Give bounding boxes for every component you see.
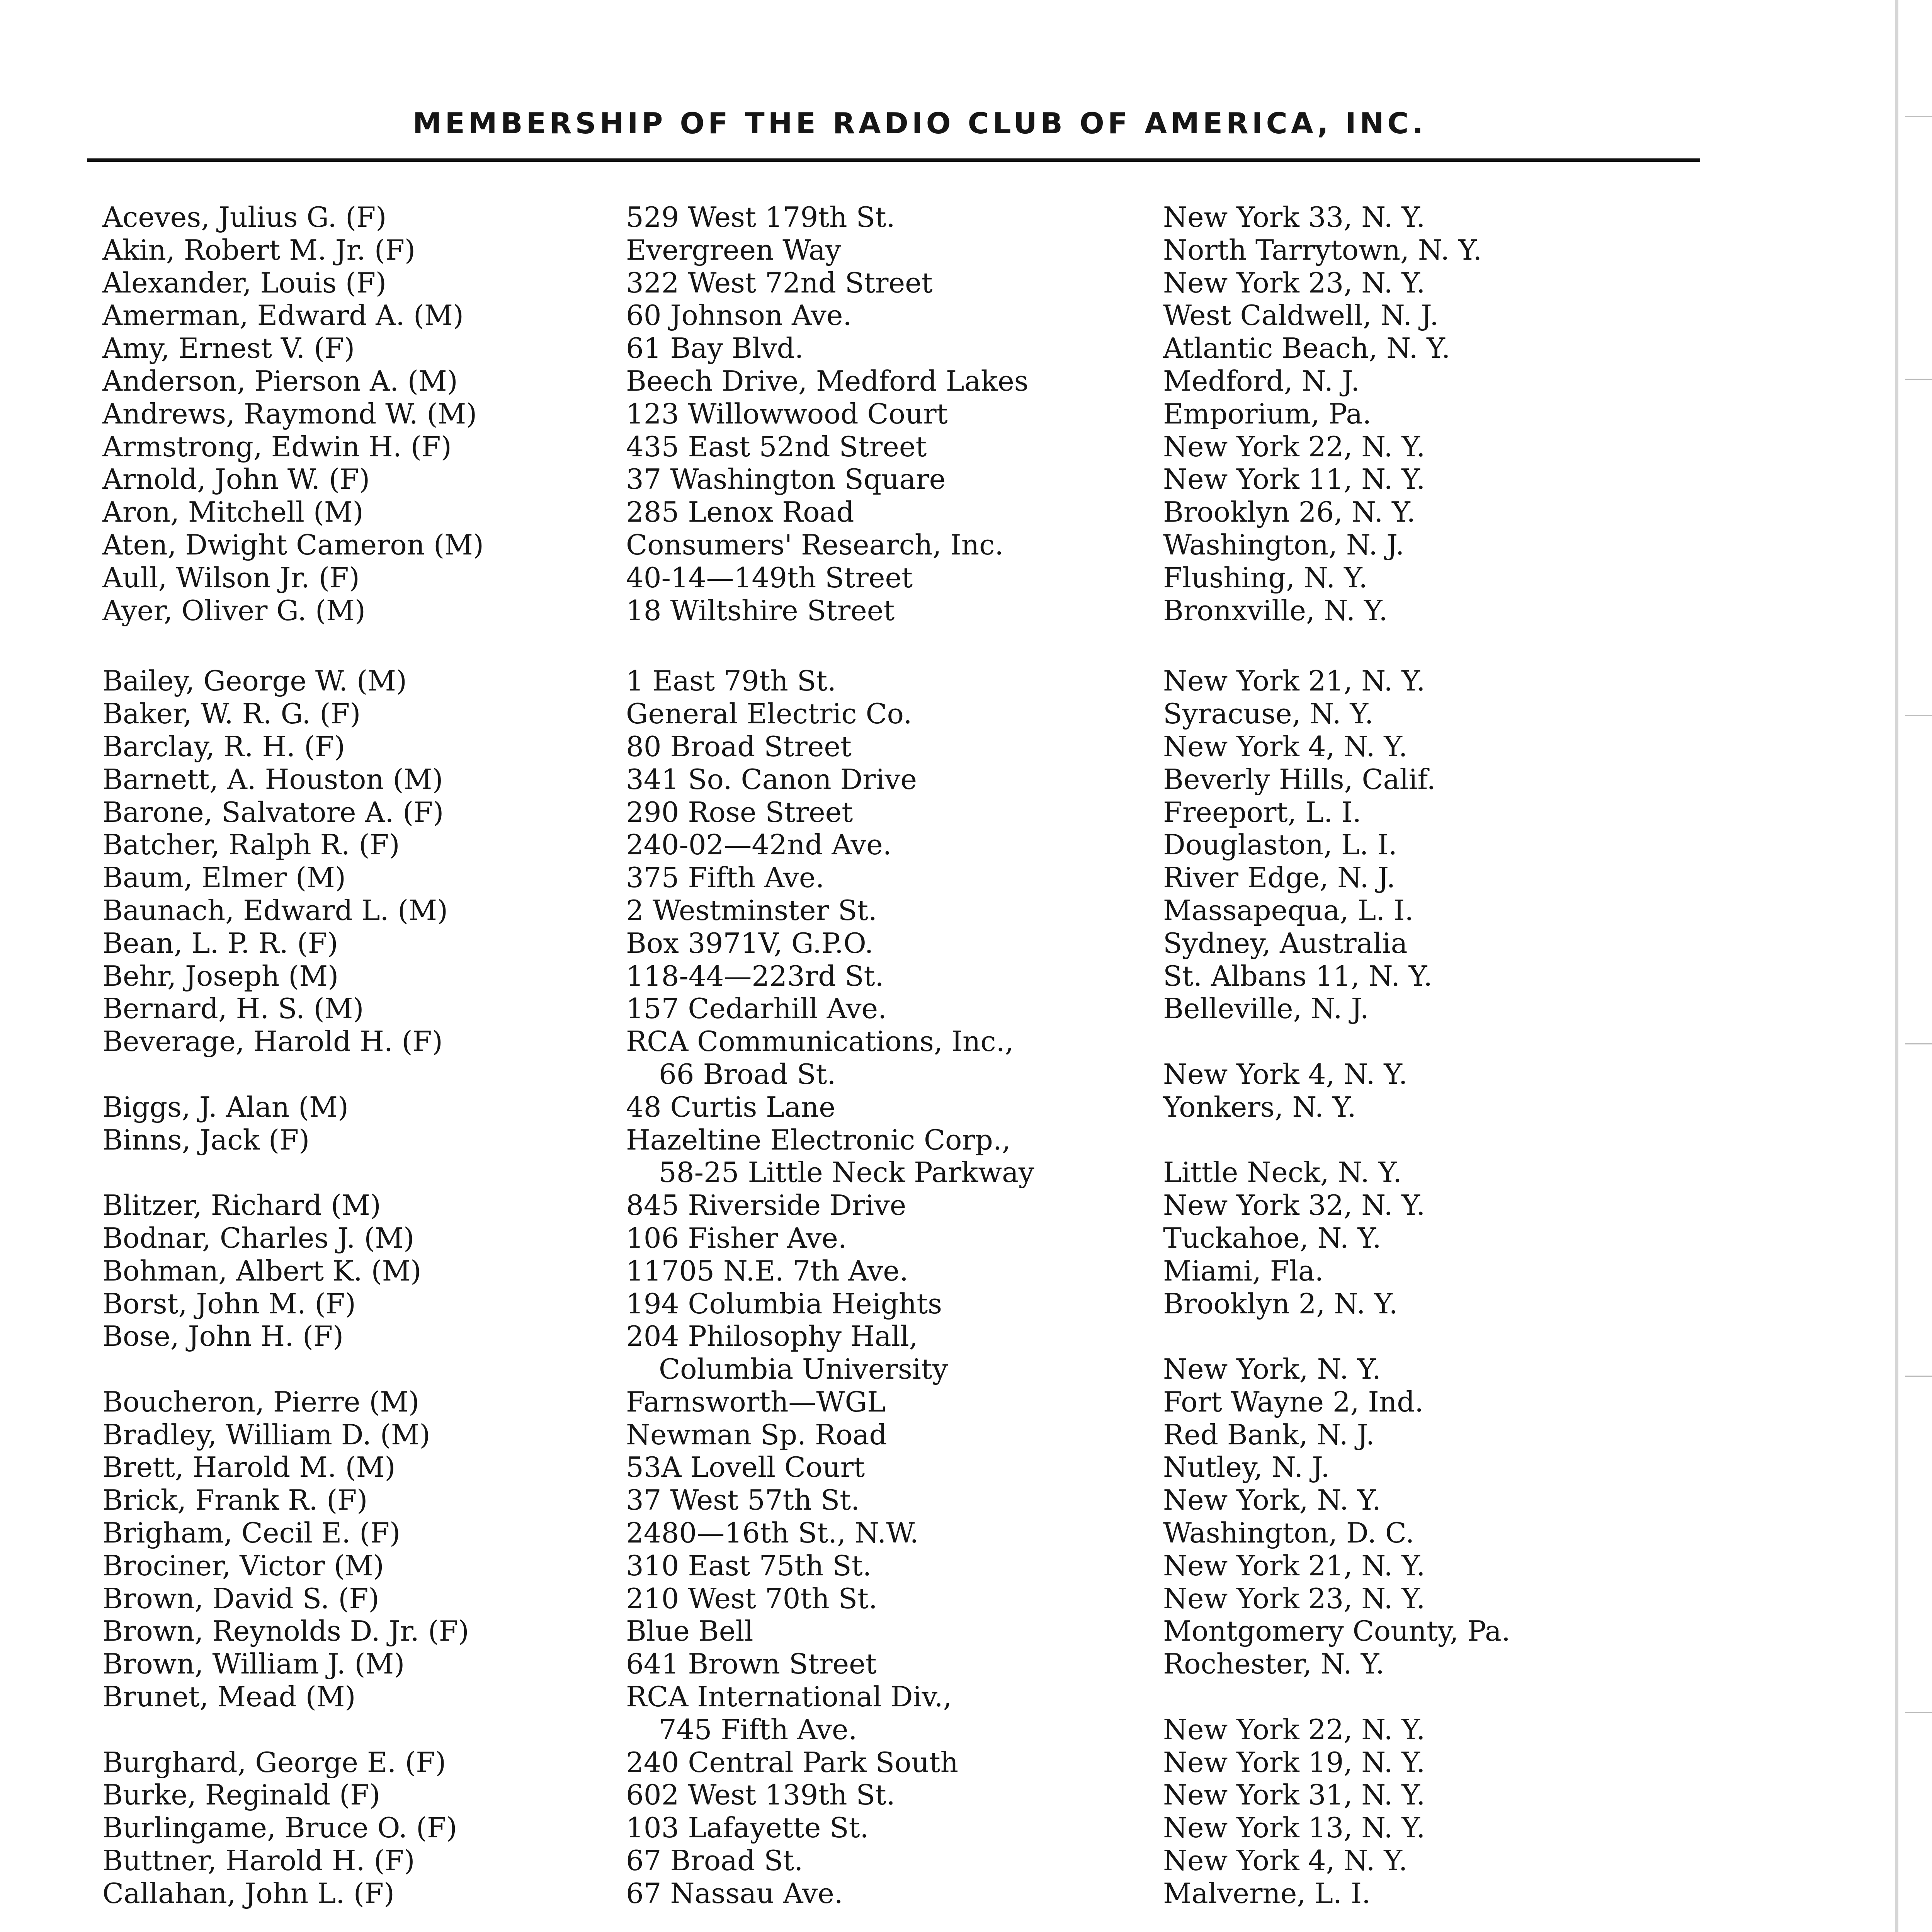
member-row [0,201,1932,234]
member-city: Atlantic Beach, N. Y. [1163,332,1451,365]
member-row [0,960,1932,993]
member-row [0,1582,1932,1615]
member-row [0,1091,1932,1124]
member-city: New York 22, N. Y. [1163,430,1425,463]
member-row [0,332,1932,365]
member-city: New York 32, N. Y. [1163,1189,1425,1222]
member-name: Batcher, Ralph R. (F) [102,828,400,861]
member-name: Biggs, J. Alan (M) [102,1090,349,1123]
member-name: Amy, Ernest V. (F) [102,332,355,365]
member-address: 67 Nassau Ave. [626,1877,843,1910]
member-city: Washington, D. C. [1163,1517,1415,1549]
member-row [0,1189,1932,1222]
member-name: Ayer, Oliver G. (M) [102,594,366,627]
header-rule [87,158,1700,162]
member-name: Alexander, Louis (F) [102,266,387,299]
member-row [0,561,1932,594]
member-row [0,1156,1932,1189]
member-address: 1 East 79th St. [626,665,836,697]
member-address: 58-25 Little Neck Parkway [659,1156,1034,1189]
member-row [0,1222,1932,1255]
member-address: Farnsworth—WGL [626,1385,886,1418]
member-row [0,861,1932,894]
member-name: Andrews, Raymond W. (M) [102,397,477,430]
member-name: Beverage, Harold H. (F) [102,1025,443,1058]
member-name: Binns, Jack (F) [102,1123,310,1156]
member-address: 210 West 70th St. [626,1582,878,1615]
member-name: Callahan, John L. (F) [102,1877,395,1910]
member-address: 157 Cedarhill Ave. [626,992,887,1025]
member-name: Aceves, Julius G. (F) [102,201,387,233]
member-name: Blitzer, Richard (M) [102,1189,381,1222]
member-address: 285 Lenox Road [626,496,854,529]
member-address: 37 West 57th St. [626,1484,860,1517]
member-row [0,398,1932,430]
member-row [0,927,1932,960]
member-address: 66 Broad St. [659,1058,836,1090]
member-city: Miami, Fla. [1163,1254,1324,1287]
member-row [0,1648,1932,1680]
member-address: 322 West 72nd Street [626,266,933,299]
member-address: 123 Willowwood Court [626,397,948,430]
member-city: Brooklyn 2, N. Y. [1163,1287,1398,1320]
member-city: West Caldwell, N. J. [1163,299,1439,332]
member-name: Bohman, Albert K. (M) [102,1254,422,1287]
member-city: New York 33, N. Y. [1163,201,1425,233]
member-name: Barclay, R. H. (F) [102,730,345,763]
member-city: Red Bank, N. J. [1163,1418,1375,1451]
member-address: Newman Sp. Road [626,1418,887,1451]
member-name: Bodnar, Charles J. (M) [102,1221,415,1254]
member-name: Aron, Mitchell (M) [102,496,364,529]
member-address: 60 Johnson Ave. [626,299,852,332]
member-name: Burlingame, Bruce O. (F) [102,1811,457,1844]
member-name: Brick, Frank R. (F) [102,1484,368,1517]
member-row [0,365,1932,398]
edge-mark [1905,116,1932,117]
member-city: New York 13, N. Y. [1163,1811,1425,1844]
member-row [0,1746,1932,1779]
member-name: Brown, Reynolds D. Jr. (F) [102,1615,469,1648]
member-row [0,299,1932,332]
member-address: 48 Curtis Lane [626,1090,835,1123]
member-address: 106 Fisher Ave. [626,1221,847,1254]
member-city: Fort Wayne 2, Ind. [1163,1385,1424,1418]
member-name: Brociner, Victor (M) [102,1549,384,1582]
member-city: North Tarrytown, N. Y. [1163,233,1482,266]
member-address: 61 Bay Blvd. [626,332,804,365]
member-name: Baker, W. R. G. (F) [102,697,361,730]
member-row [0,529,1932,561]
member-row [0,894,1932,927]
member-row [0,730,1932,763]
member-city: Montgomery County, Pa. [1163,1615,1510,1648]
member-name: Burghard, George E. (F) [102,1746,446,1779]
member-name: Amerman, Edward A. (M) [102,299,464,332]
member-city: Beverly Hills, Calif. [1163,763,1436,796]
member-row [0,1844,1932,1877]
member-address: Hazeltine Electronic Corp., [626,1123,1011,1156]
member-row [0,1287,1932,1320]
member-address: 2480—16th St., N.W. [626,1517,919,1549]
member-city: New York 23, N. Y. [1163,266,1425,299]
member-row [0,234,1932,267]
member-row [0,463,1932,496]
member-city: Brooklyn 26, N. Y. [1163,496,1416,529]
member-row [0,665,1932,697]
member-address: 641 Brown Street [626,1648,877,1680]
member-address: 80 Broad Street [626,730,852,763]
member-row [0,1320,1932,1353]
member-city: New York 4, N. Y. [1163,1844,1408,1877]
member-row [0,594,1932,627]
member-row [0,1386,1932,1418]
member-city: St. Albans 11, N. Y. [1163,959,1432,992]
member-address: 602 West 139th St. [626,1779,895,1811]
member-name: Aull, Wilson Jr. (F) [102,561,360,594]
member-name: Brunet, Mead (M) [102,1680,356,1713]
member-name: Barnett, A. Houston (M) [102,763,443,796]
member-address: 194 Columbia Heights [626,1287,942,1320]
member-address: 310 East 75th St. [626,1549,872,1582]
member-row [0,828,1932,861]
member-name: Boucheron, Pierre (M) [102,1385,420,1418]
member-address: 529 West 179th St. [626,201,895,233]
member-name: Armstrong, Edwin H. (F) [102,430,452,463]
member-row [0,796,1932,829]
member-row [0,1124,1932,1156]
member-name: Aten, Dwight Cameron (M) [102,528,484,561]
membership-list [0,201,1932,1932]
member-city: New York 21, N. Y. [1163,665,1425,697]
member-city: New York 31, N. Y. [1163,1779,1425,1811]
member-address: RCA Communications, Inc., [626,1025,1014,1058]
member-row [0,267,1932,299]
member-row [0,1517,1932,1549]
member-row [0,1680,1932,1713]
member-city: Medford, N. J. [1163,364,1360,397]
member-address: 290 Rose Street [626,796,853,828]
member-city: New York 22, N. Y. [1163,1713,1425,1746]
member-name: Baum, Elmer (M) [102,861,346,894]
member-city: Syracuse, N. Y. [1163,697,1374,730]
member-address: 11705 N.E. 7th Ave. [626,1254,908,1287]
member-address: Columbia University [659,1353,948,1386]
member-name: Buttner, Harold H. (F) [102,1844,415,1877]
member-row [0,1353,1932,1386]
member-city: Massapequa, L. I. [1163,894,1414,927]
member-name: Akin, Robert M. Jr. (F) [102,233,416,266]
member-address: RCA International Div., [626,1680,952,1713]
member-address: Evergreen Way [626,233,841,266]
member-row [0,1255,1932,1287]
member-city: Rochester, N. Y. [1163,1648,1384,1680]
member-city: New York 4, N. Y. [1163,730,1408,763]
member-city: New York 11, N. Y. [1163,463,1425,496]
member-row [0,1025,1932,1058]
member-row [0,1549,1932,1582]
member-address: 53A Lovell Court [626,1451,865,1484]
member-address: 2 Westminster St. [626,894,877,927]
member-name: Brown, William J. (M) [102,1648,405,1680]
member-name: Bean, L. P. R. (F) [102,927,338,959]
member-city: Sydney, Australia [1163,927,1408,959]
member-city: Emporium, Pa. [1163,397,1372,430]
member-city: Flushing, N. Y. [1163,561,1368,594]
member-name: Baunach, Edward L. (M) [102,894,448,927]
member-row [0,1877,1932,1910]
member-address: 118-44—223rd St. [626,959,884,992]
member-address: 204 Philosophy Hall, [626,1320,918,1353]
member-address: 18 Wiltshire Street [626,594,895,627]
member-name: Barone, Salvatore A. (F) [102,796,444,828]
member-row [0,1811,1932,1844]
member-row [0,1713,1932,1746]
member-address: 240 Central Park South [626,1746,958,1779]
member-address: 435 East 52nd Street [626,430,927,463]
member-name: Bailey, George W. (M) [102,665,407,697]
member-row [0,763,1932,796]
member-address: 745 Fifth Ave. [659,1713,857,1746]
member-name: Bernard, H. S. (M) [102,992,364,1025]
member-address: Consumers' Research, Inc. [626,528,1004,561]
member-row [0,1615,1932,1648]
member-address: 103 Lafayette St. [626,1811,869,1844]
member-name: Arnold, John W. (F) [102,463,370,496]
member-address: General Electric Co. [626,697,912,730]
member-name: Behr, Joseph (M) [102,959,339,992]
member-city: New York 4, N. Y. [1163,1058,1408,1090]
member-name: Bradley, William D. (M) [102,1418,430,1451]
member-address: Beech Drive, Medford Lakes [626,364,1029,397]
member-row [0,1058,1932,1091]
member-name: Borst, John M. (F) [102,1287,356,1320]
member-city: River Edge, N. J. [1163,861,1396,894]
member-city: New York 23, N. Y. [1163,1582,1425,1615]
member-row [0,697,1932,730]
member-name: Burke, Reginald (F) [102,1779,381,1811]
member-city: New York 19, N. Y. [1163,1746,1425,1779]
member-city: Malverne, L. I. [1163,1877,1371,1910]
member-row [0,1418,1932,1451]
member-city: New York 21, N. Y. [1163,1549,1425,1582]
member-city: Freeport, L. I. [1163,796,1362,828]
member-city: Douglaston, L. I. [1163,828,1397,861]
member-name: Bose, John H. (F) [102,1320,344,1353]
member-row [0,1451,1932,1484]
member-city: Washington, N. J. [1163,528,1405,561]
member-city: Tuckahoe, N. Y. [1163,1221,1381,1254]
page-title: MEMBERSHIP OF THE RADIO CLUB OF AMERICA, INC. [413,106,1427,140]
member-row [0,1779,1932,1811]
member-city: Belleville, N. J. [1163,992,1369,1025]
member-address: 845 Riverside Drive [626,1189,906,1222]
member-name: Brigham, Cecil E. (F) [102,1517,401,1549]
member-city: New York, N. Y. [1163,1484,1381,1517]
member-address: Box 3971V, G.P.O. [626,927,874,959]
member-city: Little Neck, N. Y. [1163,1156,1402,1189]
member-name: Anderson, Pierson A. (M) [102,364,458,397]
member-city: Bronxville, N. Y. [1163,594,1388,627]
member-city: New York, N. Y. [1163,1353,1381,1386]
member-address: 37 Washington Square [626,463,946,496]
member-row [0,1484,1932,1517]
member-row [0,430,1932,463]
member-name: Brett, Harold M. (M) [102,1451,396,1484]
member-address: Blue Bell [626,1615,753,1648]
member-city: Nutley, N. J. [1163,1451,1330,1484]
member-address: 240-02—42nd Ave. [626,828,892,861]
member-row [0,992,1932,1025]
member-address: 341 So. Canon Drive [626,763,917,796]
member-address: 40-14—149th Street [626,561,913,594]
member-row [0,496,1932,529]
member-city: Yonkers, N. Y. [1163,1090,1356,1123]
member-address: 67 Broad St. [626,1844,803,1877]
member-name: Brown, David S. (F) [102,1582,379,1615]
member-address: 375 Fifth Ave. [626,861,825,894]
